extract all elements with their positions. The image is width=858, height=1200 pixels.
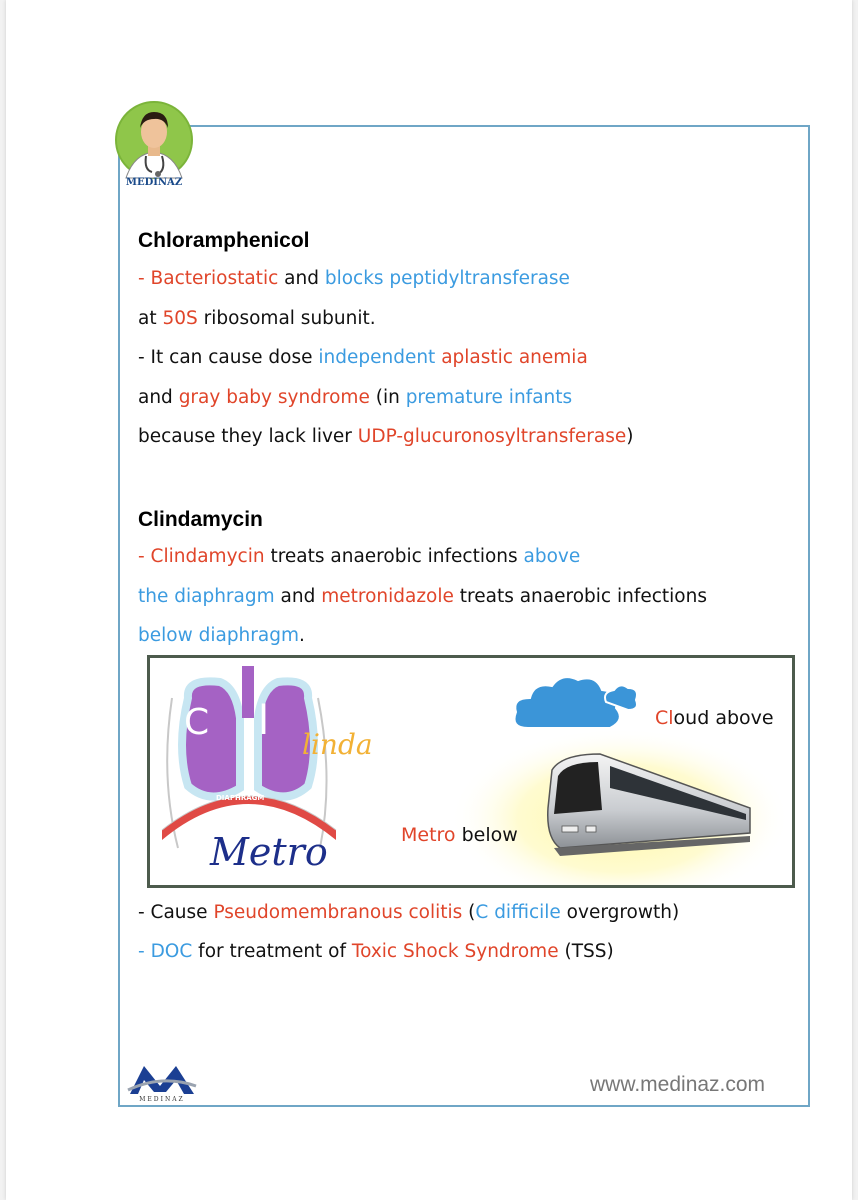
text-run: Pseudomembranous colitis [213, 902, 463, 923]
text-run: (TSS) [558, 941, 614, 962]
text-line [138, 347, 588, 368]
metro-word: Metro [210, 830, 328, 874]
text-run: treats anaerobic infections [453, 586, 707, 607]
text-run: overgrowth) [560, 902, 680, 923]
text-run: UDP-glucuronosyltransferase [357, 426, 627, 447]
text-line [138, 387, 572, 408]
trachea [242, 666, 254, 718]
text-run: - It can cause dose [138, 347, 319, 368]
cloud-icon [515, 677, 638, 728]
text-run: and [278, 268, 325, 289]
avatar-label: MEDINAZ [125, 177, 183, 188]
text-run: Toxic Shock Syndrome [351, 941, 559, 962]
text-run: Cl [655, 707, 674, 729]
medinaz-logo [126, 1060, 198, 1104]
text-run: gray baby syndrome [178, 387, 370, 408]
doctor-avatar [112, 100, 196, 190]
text-run: below [455, 824, 518, 846]
text-run: above [523, 546, 581, 567]
text-run: blocks peptidyltransferase [324, 268, 570, 289]
text-line [138, 308, 376, 329]
text-line [138, 941, 614, 962]
text-run: ) [626, 426, 634, 447]
website-url: www.medinaz.com [590, 1073, 766, 1096]
text-run: and [138, 387, 179, 408]
text-run: for treatment of [192, 941, 352, 962]
text-line [138, 625, 305, 646]
text-run: metronidazole [321, 586, 454, 607]
text-run: the diaphragm [138, 586, 275, 607]
text-line [138, 586, 707, 607]
text-run: because they lack liver [138, 426, 358, 447]
text-line [138, 268, 570, 289]
text-line [138, 426, 633, 447]
text-run: - Bacteriostatic [138, 268, 279, 289]
text-run: and [274, 586, 322, 607]
text-run: - [138, 941, 151, 962]
text-run: below diaphragm [138, 625, 299, 646]
text-run: Metro [401, 824, 456, 846]
lung-letter-left: C [184, 702, 210, 743]
lung-letter-right: l [258, 698, 270, 744]
text-run: oud above [673, 707, 774, 729]
text-run: ( [462, 902, 476, 923]
text-run: (in [369, 387, 406, 408]
mnemonic-figure [147, 655, 795, 888]
text-run: 50S [162, 308, 198, 329]
text-run: treats anaerobic infections [264, 546, 524, 567]
chloramphenicol-heading: Chloramphenicol [138, 229, 310, 252]
text-run: aplastic anemia [441, 347, 588, 368]
text-run: . [299, 625, 305, 646]
text-run: premature infants [405, 387, 573, 408]
metro-caption [401, 824, 518, 846]
text-run: independent [318, 347, 436, 368]
text-run: at [138, 308, 163, 329]
diaphragm-label: DIAPHRAGM [216, 794, 265, 802]
clindamycin-heading: Clindamycin [138, 508, 263, 531]
text-run: C difficile [475, 902, 561, 923]
cloud-caption [655, 707, 774, 729]
linda-text: linda [302, 728, 373, 761]
text-run: - Cause [138, 902, 214, 923]
text-run: DOC [150, 941, 193, 962]
text-run: ribosomal subunit. [197, 308, 376, 329]
text-line [138, 902, 679, 923]
text-run: - Clindamycin [138, 546, 265, 567]
logo-label: MEDINAZ [139, 1096, 185, 1103]
text-line [138, 546, 580, 567]
